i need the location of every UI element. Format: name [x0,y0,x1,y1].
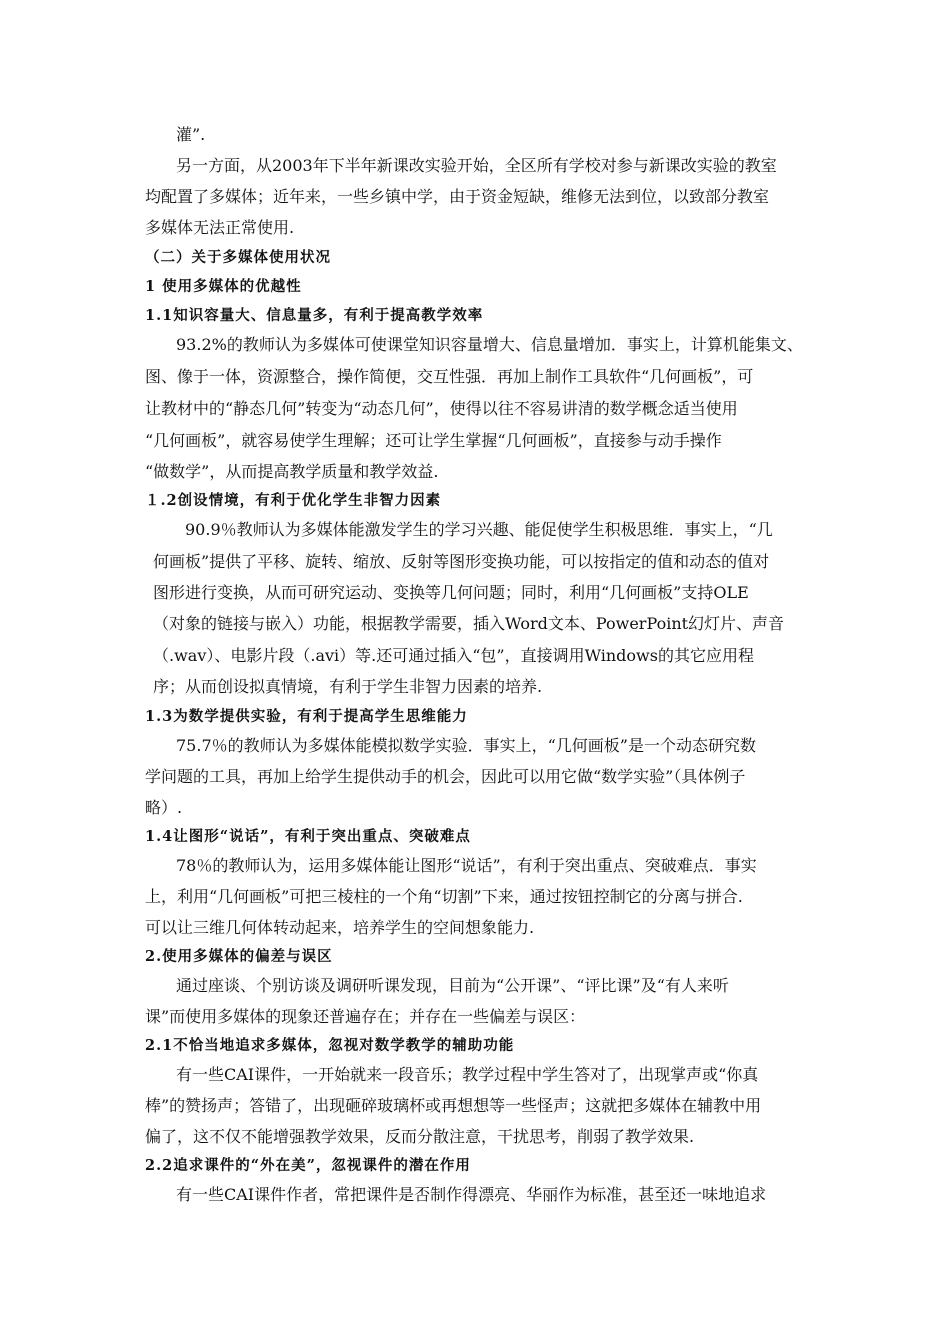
heading-2-1: 2.1不恰当地追求多媒体，忽视对数学教学的辅助功能 [145,1037,515,1054]
para-1-4-line: 可以让三维几何体转动起来，培养学生的空间想象能力. [145,918,535,937]
para-1-1-line: 让教材中的“静态几何”转变为“动态几何”，使得以往不容易讲清的数学概念适当使用 [145,399,738,418]
para-2-1-line: 棒”的赞扬声；答错了，出现砸碎玻璃杯或再想想等一些怪声；这就把多媒体在辅教中用 [145,1096,762,1115]
para-1-2-line: 何画板”提供了平移、旋转、缩放、反射等图形变换功能，可以按指定的值和动态的值对 [153,552,770,571]
heading-1-3: 1.3为数学提供实验，有利于提高学生思维能力 [145,708,468,725]
subsection-heading-2: 2.使用多媒体的偏差与误区 [145,948,333,965]
para-2-2-line: 有一些CAI课件作者，常把课件是否制作得漂亮、华丽作为标准，甚至还一味地追求 [176,1185,767,1204]
heading-1-1: 1.1知识容量大、信息量多，有利于提高教学效率 [145,307,484,324]
para-1-1-line: 93.2%的教师认为多媒体可使课堂知识容量增大、信息量增加．事实上，计算机能集文、 [176,335,803,354]
intro-line-1: 灌”. [176,125,206,144]
section-heading: （二）关于多媒体使用状况 [145,249,331,266]
para-1-3-line: 略）. [145,798,183,817]
para-1-2-line: 90.9％教师认为多媒体能激发学生的学习兴趣、能促使学生积极思维．事实上，“几 [185,520,773,539]
para-2-line: 课”而使用多媒体的现象还普遍存在；并存在一些偏差与误区： [145,1007,586,1026]
para-1-2-line: 序；从而创设拟真情境，有利于学生非智力因素的培养. [153,677,543,696]
para-1-1-line: “几何画板”，就容易使学生理解；还可让学生掌握“几何画板”，直接参与动手操作 [145,431,722,450]
intro-line-2: 另一方面，从2003年下半年新课改实验开始，全区所有学校对参与新课改实验的教室 [176,156,777,175]
para-1-2-line: 图形进行变换，从而可研究运动、变换等几何问题；同时，利用“几何画板”支持OLE [153,583,749,602]
para-2-1-line: 偏了，这不仅不能增强教学效果，反而分散注意，干扰思考，削弱了教学效果. [145,1127,695,1146]
heading-2-2: 2.2追求课件的“外在美”，忽视课件的潜在作用 [145,1157,471,1174]
para-1-1-line: 图、像于一体，资源整合，操作简便，交互性强．再加上制作工具软件“几何画板”，可 [145,367,754,386]
para-1-4-line: 上，利用“几何画板”可把三棱柱的一个角“切割”下来，通过按钮控制它的分离与拼合. [145,887,743,906]
heading-1-2: １.2创设情境，有利于优化学生非智力因素 [145,492,442,509]
para-1-3-line: 学问题的工具，再加上给学生提供动手的机会，因此可以用它做“数学实验”（具体例子 [145,767,746,786]
subsection-heading-1: 1 使用多媒体的优越性 [145,278,302,295]
para-1-3-line: 75.7％的教师认为多媒体能模拟数学实验．事实上，“几何画板”是一个动态研究数 [176,736,756,755]
para-2-1-line: 有一些CAI课件，一开始就来一段音乐；教学过程中学生答对了，出现掌声或“你真 [176,1065,759,1084]
para-1-4-line: 78％的教师认为，运用多媒体能让图形“说话”，有利于突出重点、突破难点．事实 [176,856,757,875]
para-1-1-line: “做数学”，从而提高教学质量和教学效益. [145,462,439,481]
intro-line-4: 多媒体无法正常使用. [145,218,295,237]
intro-line-3: 均配置了多媒体；近年来，一些乡镇中学，由于资金短缺，维修无法到位，以致部分教室 [145,187,770,206]
para-1-2-line: （对象的链接与嵌入）功能，根据教学需要，插入Word文本、PowerPoint幻灯片、声音 [153,614,785,633]
para-1-2-line: （.wav）、电影片段（.avi）等.还可通过插入“包”，直接调用Windows的其它应用程 [153,646,754,665]
heading-1-4: 1.4让图形“说话”，有利于突出重点、突破难点 [145,828,471,845]
para-2-line: 通过座谈、个别访谈及调研听课发现，目前为“公开课”、“评比课”及“有人来听 [176,976,729,995]
